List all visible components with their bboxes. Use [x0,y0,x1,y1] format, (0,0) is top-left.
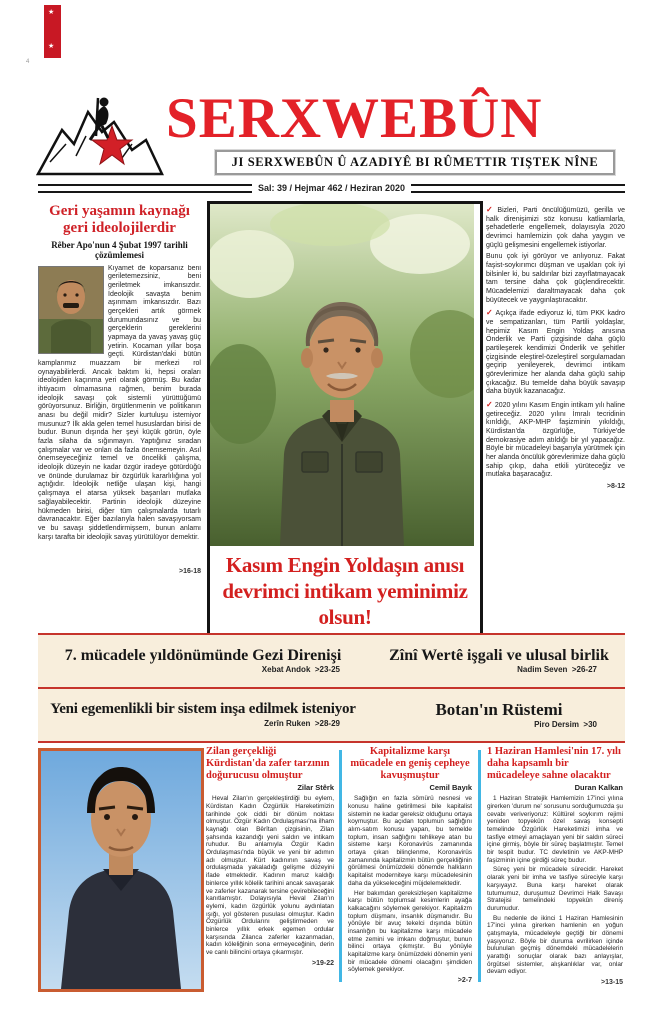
teaser-yeni-egemenlik [38,691,368,739]
rule-left [38,184,252,193]
teaser-divider-rule [38,687,625,689]
teaser-band [38,633,625,743]
corner-flag-ribbon [44,5,61,58]
teaser-byline [373,720,625,729]
paragraph-text: Sağlığın en fazla sömürü nesnesi ve konusu haline getirilmesi bile kapitalist sistemin ne kadar gereksiz olduğunu ortaya koymuştur. Bu açıdan toplumun sağlığını alım-satım konusu yapan, bu temelde toplum, insan sağlığını tehlikeye atan bu sisteme karşı Koronavirüs zamanında ortaya çıkan bilinçlenme, Koronavirüs zamanında kapitalizmin bütün gerçekliğinin görülmesi önümüzdeki dönemde halkların kapitalist moderniteye karşı mücadelesinin daha da yükseleceğini müjdelemektedir. [348,795,472,887]
article-1haziran [487,746,623,1008]
star-icon: ★ [48,9,55,16]
main-headline-line2: devrimci intikam yeminimiz olsun! [222,578,468,630]
teaser-byline [373,665,625,674]
author: Nadim Seven [517,665,568,675]
article-body [348,795,472,976]
mountain-star-logo-icon [36,92,164,183]
article-title: 1 Haziran Hamlesi'nin 17. yılı daha kapsamlı bir mücadeleye sahne olacaktır [487,746,621,781]
teaser-title: Botan'ın Rüstemi [435,700,563,720]
main-headline-line1: Kasım Engin Yoldaşın anısı [225,552,465,577]
teaser-title: 7. mücadele yıldönümünde Gezi Direnişi [64,646,342,664]
paragraph-text: Bunu çok iyi görüyor ve anlıyoruz. Fakat faşist-soykırımcı düşman ve uşakları çok iyi bilsinler ki, bu saldırılar bizi zayıflatmayacak tam tersine daha çok güçlendirecektir. Mücadelemizi daraltmayacak daha çok büyütecek ve yaygınlaştıracaktır. [486,253,625,304]
paragraph-text: Süreç yeni bir mücadele sürecidir. Hareket olarak yeni bir imha ve tasfiye süreciyle karşı karşıyayız. Buna karşı hareket olarak tutumumuz, duruşumuz Devrimci Halk Savaşı Stratejisi temelindeki topyekûn direniş durumudur. [487,866,623,912]
article-body [38,265,201,567]
author: Cemil Bayık [429,783,472,793]
paragraph-text: Bu nedenle de ikinci 1 Haziran Hamlesinin 17'inci yılına girerken hamlenin en yoğun çatışmayla, mücadeleyle geçtiği bir dönemi yaşıyoruz. Böyle bir duruma evrilirken içinde bulunulan geçmiş dönemdeki mücadelelerin yarattığı sonuçlar olarak bazı anlayışlar, örgütsel sistemler, alışkanlıklar var, onlar devam ediyor. [487,914,623,976]
teaser-botan [373,691,625,739]
paragraph-text: Her bakımdan gereksizleşen kapitalizme karşı bütün toplumsal kesimlerin ayağa kalkacağını söylemek gerekiyor. Kapitalizm toplum düşmanı, insanlık düşmanıdır. Bu yönüyle bir avuç tekelci dışında bütün insanlığın bu kapitalizme karşı mücadele etme zemini ve imkanı doğmuştur, bunun bilinci ortaya çıkmıştır. Bu yönüyle kapitalizme karşı önümüzdeki dönemin yeni bir mücadele dönemi olacağını şimdiden söylemek gerekiyor. [348,889,472,974]
page-reference: >28-29 [314,718,340,728]
star-icon: ★ [48,43,55,50]
paragraph-text: Bizleri, Parti öncülüğümüzü, gerilla ve halk direnişimizi söz konusu katliamlarla, şehadetlerle engellemek, dolayısıyla 2020 devrimci hamlemizin çok daha yaygın ve güçlü gelişmesini engellemek istiyorlar. [486,207,625,249]
article-body [487,795,623,978]
issue-text: Sal: 39 / Hejmar 462 / Heziran 2020 [257,183,406,193]
page-reference: >2-7 [457,977,472,985]
issue-line [38,183,625,193]
paragraph [486,308,625,397]
check-icon: ✓ [486,308,494,318]
author: Zilar Stêrk [297,783,334,793]
ocalan-portrait-photo [38,266,104,354]
page-reference: >30 [583,719,597,729]
kasim-engin-photo [210,204,480,549]
teaser-zini-werte [373,637,625,685]
paragraph-text: Açıkça ifade ediyoruz ki, tüm PKK kadro ve sempatizanları, tüm Partili yoldaşlar, hepimiz Kasım Engin Yoldaş anısına Önderlik ve Parti çizgisinde daha güçlü partileşerek kendimizi Önderlik ve şehitler çizgisinde eleştirel-özeleştirel sorgulamadan geçirip yenileyerek, devrimci intikam görevlerimize her alanda daha güçlü sahip çıkacağız. Bu temelde daha büyük savaşıp daha büyük kazanacağız. [486,310,625,396]
paragraph-text: Heval Zilan'ın gerçekleştirdiği bu eylem, Kürdistan Kadın Özgürlük Hareketimizin tarihinde çok ciddi bir dönüm noktası olmuştur. Özgür Kadın Ordulaşması'na ilham kaynağı olan Bêrîtan çizgisinin, Zilan şahsında kazandığı yeni saldırı ve intikam ruhudur. Bu anlamıyla Özgür Kadın Ordulaşması'nda büyük ve yeni bir adımın adı olmuştur. Kürt kadınının savaş ve ordulaşmada yakaladığı gelişme düzeyini ifade etmektedir. Kadının maruz kaldığı binlerce yıllık kölelik tarihini ancak savaşarak ve zaferler kazanarak tersine çevirebileceğini kanıtlamıştır. Dolayısıyla Heval Zilan'ın eylemi, kadın özgürlük yolunu aydınlatan ışığı, yol gösteren pusulası olmuştur. Kadın Özgürlük Ordularını geliştirmeden ve binlerce yıllık erkek egemen ordular karşısında Zilanca zaferler kazanmadan, kadın köleliğinin sona ermeyeceğinin, derin ve canlı bilincini ortaya çıkarmıştır. [206,795,334,956]
article-title: Zilan gerçekliği Kürdistan'da zafer tarzının doğurucusu olmuştur [206,746,330,781]
author: Xebat Andok [261,665,311,675]
author: Duran Kalkan [574,783,623,793]
newspaper-motto: JI SERXWEBÛN Û AZADIYÊ BI RÛMETTIR TIŞTEK NÎNE [215,150,615,175]
paragraph [486,400,625,480]
teaser-byline [38,665,368,674]
article-left-lead [38,203,201,575]
author: Zerîn Ruken [264,718,311,728]
author: Piro Dersim [534,719,579,729]
paragraph-text: 2020 yılını Kasım Engin intikam yılı haline getireceğiz. 2020 yılını İmralı tecridinin kırıldığı, AKP-MHP faşizminin yıkıldığı, Kürdistan'da özgürlüğe, Türkiye'de demokrasiye adım atıldığı bir yıl yapacağız. Böyle bir mücadeleyi başarıyla yürütmek için her alanda öncülük görevlerimize daha güçlü sahip çıkıp, daha etkili yürüteceğiz ve mutlaka başaracağız. [486,402,625,479]
article-kapitalizm [348,746,472,1008]
page-reference: >8-12 [606,483,625,491]
teaser-title: Yeni egemenlikli bir sistem inşa edilmek isteniyor [50,701,356,718]
paragraph [486,205,625,250]
article-title: Kapitalizme karşı mücadele en geniş cepheye kavuşmuştur [350,746,470,781]
paragraph-text: 1 Haziran Stratejik Hamlemizin 17'inci yılına girerken 'durum ne' sorusunu sorduğumuzda şu cevabı veriveriyoruz: Kültürel soykırım rejimi yeniden topyekûn özel savaş konsepti temelinde Özgürlük Hareketimizi imha ve tasfiye etmeyi amaçlayan yeni bir saldırı süreci içine girmiş, böyle bir süreç başlatmıştır. Temel bir tespit budur. TC devletinin ve AKP-MHP faşizminin içine girdiği süreç budur. [487,795,623,864]
article-right-lead [486,205,625,630]
column-divider [478,750,481,982]
teaser-byline [38,719,368,728]
page-reference: >19-22 [312,959,334,967]
rule-right [411,184,625,193]
zilan-portrait-photo [38,748,204,992]
newspaper-title: SERXWEBÛN [166,87,543,150]
main-headline [210,549,480,633]
corner-caption: 4 [26,59,31,65]
article-body [206,795,334,958]
teaser-title: Zînî Wertê işgali ve ulusal birlik [389,646,609,664]
page-reference: >13-15 [601,979,623,987]
article-text: Kıyamet de koparsanız beni geriletemezsiniz, beni geriletmek imkansızdır. İdeolojik savaşta benim aşınmam imkansızdır. Bazı gerçekleri artık görmek durumundasınız ve bu gerçeklerin gereklerini yapmaya da yavaş yavaş güç yetirin. Kocaman yıllar boşa geçti. Kürdistan'daki bütün kamplarımız muazzam bir merkezi rol oynayabilirlerdi. Ancak baktım ki, hepsi oraları ideolojiden kaçınma yeri olarak görmüş. Bu kadar ihtiyacım olmamasına rağmen, benim burada ideolojik savaşı çok sistemli yürüttüğümü görüyorsunuz. Birliğin, örgütlenmenin ve politikanın anası bu değil midir? Sizler kurtuluşu istemiyor musunuz? İlk akla gelen temel hususlardan birisi de budur. Bunun dışında her şeyi küçük görün, öyle fazla silaha da sığınmayın. Yaptığınız sıradan çalışmalar var ve onları da fazla önemsemeyin. Asıl önemseyeceğiniz temel ve öncelikli çalışma, ideolojik düzeyin ne kadar özgür iradeye götürdüğü ve önünde durulamaz bir özgürlük kararlılığına yol açtığıdır. İdeolojik netliğe ulaşan kişi, hangi çalışmaya el atarsa yüksek başarıları mutlaka sağlayabilecektir. Partinin ideolojik düzeyine hükmeden birisi, diğer tüm çalışmalarda tutarlı davranacaktır. Eğer bazılarıyla halen savaşıyorsam ve bu savaşı şiddetlendirmişsem, bunun anlamı karşı tarafta bir ideolojik savaş yürütülüyor demektir. [38,264,201,541]
page-reference: >26-27 [571,665,597,675]
article-title: Geri yaşamın kaynağı geri ideolojilerdir [49,203,190,236]
column-divider [339,750,342,982]
page-reference: >23-25 [314,665,340,675]
main-photo-box [207,201,483,636]
check-icon: ✓ [486,400,493,410]
page-reference: >16-18 [179,568,201,575]
paragraph [486,253,625,305]
article-zilan [206,746,334,1008]
teaser-gezi [38,637,368,685]
check-icon: ✓ [486,205,496,214]
article-subtitle: Rêber Apo'nun 4 Şubat 1997 tarihli çözümlemesi [51,240,188,261]
